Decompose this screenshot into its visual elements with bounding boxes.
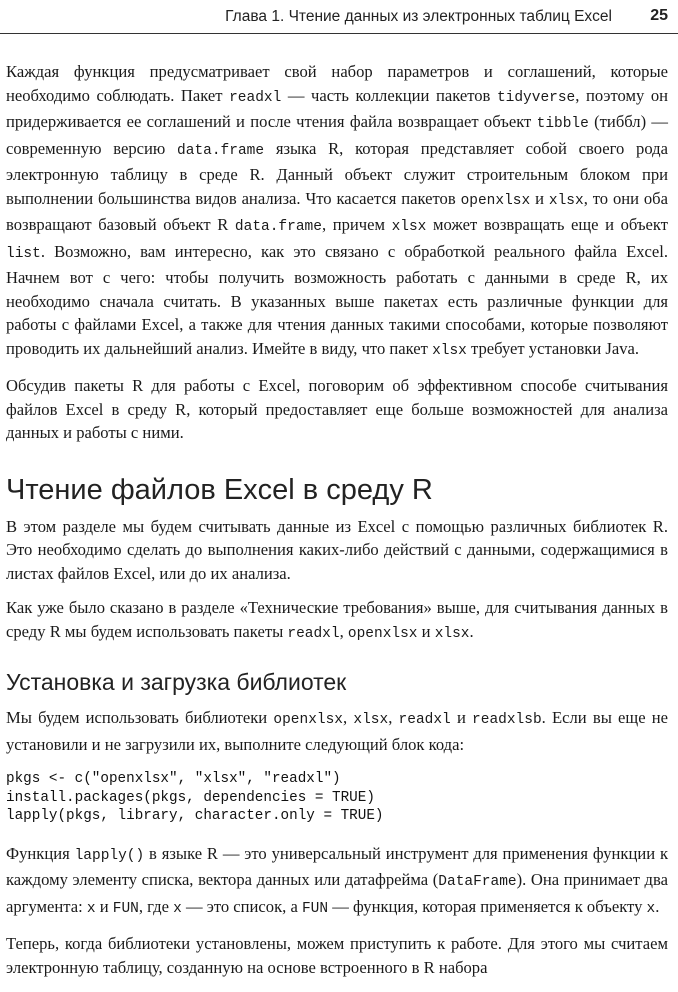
paragraph-next-step: Теперь, когда библиотеки установлены, можем приступить к работе. Для этого мы считаем электронную таблицу, созданную на основе встроенного в R набора bbox=[6, 934, 668, 977]
text-run: Мы будем использовать библиотеки bbox=[6, 708, 274, 727]
header-rule bbox=[0, 33, 678, 34]
code-inline: openxlsx bbox=[460, 192, 531, 209]
text-run: , bbox=[343, 708, 354, 727]
code-inline: xlsx bbox=[353, 712, 389, 728]
text-run: . bbox=[655, 896, 660, 916]
text-run: в языке R — это универсальный инструмент для применения функции к каждому элементу списка, вектора данных или датафрейма ( bbox=[6, 843, 669, 889]
code-inline: FUN bbox=[301, 900, 329, 917]
paragraph-install-intro bbox=[6, 706, 668, 756]
code-inline: readxl bbox=[398, 712, 451, 728]
text-run: языка R, которая представляет собой своего рода электронную таблицу в среде R. Данный объект служит строительным блоком при выполнении большинства видов анализа. Что касается пакетов bbox=[6, 138, 668, 208]
text-run: Каждая функция предусматривает свой набор параметров и соглашений, которые необходимо соблюдать. Пакет bbox=[6, 62, 668, 105]
paragraph-lapply bbox=[6, 842, 668, 922]
text-run: Как уже было сказано в разделе «Технические требования» выше, для считывания данных в среду R мы будем использовать пакеты bbox=[6, 598, 668, 641]
text-run: . Возможно, вам интересно, как это связано с обработкой реального файла Excel. Начнем вот с чего: чтобы получить возможность работать с данными в среде R, их необходимо сначала считать. В указанных выше пакетах есть различные функции для работы с файлами Excel, а также для чтения данных такими способами, которые позволяют проводить их дальнейший анализ. Имейте в виду, что пакет bbox=[6, 241, 668, 358]
text-run: , поэтому он придерживается ее соглашений и после чтения файла возвращает объект bbox=[6, 85, 669, 131]
text-run: Функция bbox=[6, 843, 75, 863]
page-number: 25 bbox=[650, 7, 668, 24]
running-header bbox=[0, 0, 678, 34]
code-block: pkgs <- c("openxlsx", "xlsx", "readxl") install.packages(pkgs, dependencies = TRUE) lapply(pkgs, library, character.only = TRUE) bbox=[6, 771, 384, 824]
code-inline: data.frame bbox=[234, 219, 322, 235]
text-run: ). Она принимает два аргумента: bbox=[6, 870, 668, 916]
text-run: . bbox=[469, 621, 474, 641]
subsection-heading: Установка и загрузка библиотек bbox=[6, 669, 347, 695]
text-run: , bbox=[339, 621, 348, 641]
page-content bbox=[6, 60, 668, 990]
text-run: , то они оба возвращают базовый объект R bbox=[6, 188, 668, 234]
text-run: . Если вы еще не установили и не загрузили их, выполните следующий блок кода: bbox=[6, 708, 669, 754]
code-inline: data.frame bbox=[177, 142, 265, 159]
text-run: и bbox=[95, 896, 113, 916]
chapter-title: Глава 1. Чтение данных из электронных таблиц Excel bbox=[225, 8, 612, 25]
code-inline: tidyverse bbox=[496, 89, 576, 106]
code-inline: list bbox=[6, 245, 41, 262]
text-run: , где bbox=[138, 896, 174, 916]
paragraph-packages-overview bbox=[6, 60, 668, 363]
code-inline: lapply() bbox=[74, 847, 145, 864]
text-run: может возвращать еще и объект bbox=[426, 215, 668, 234]
text-run: и bbox=[450, 708, 473, 727]
paragraph-transition: Обсудив пакеты R для работы с Excel, поговорим об эффективном способе считывания файлов Excel в среду R, который предоставляет еще больше возможностей для анализа данных и работы с ними. bbox=[6, 376, 668, 442]
text-run: , причем bbox=[321, 215, 392, 234]
code-inline: readxl bbox=[229, 89, 282, 106]
text-run: и bbox=[417, 621, 435, 641]
code-inline: FUN bbox=[112, 900, 139, 917]
code-inline: openxlsx bbox=[347, 625, 418, 642]
code-inline: xlsx bbox=[391, 219, 427, 235]
code-inline: xlsx bbox=[548, 192, 584, 209]
code-inline: x bbox=[173, 900, 182, 917]
code-inline: xlsx bbox=[432, 342, 467, 359]
code-inline: x bbox=[86, 900, 96, 917]
code-inline: DataFrame bbox=[438, 874, 517, 890]
code-inline: x bbox=[646, 900, 656, 917]
code-inline: readxlsb bbox=[472, 712, 542, 728]
code-inline: openxlsx bbox=[273, 712, 344, 728]
text-run: требует установки Java. bbox=[466, 338, 640, 358]
text-run: — функция, которая применяется к объекту bbox=[328, 896, 647, 916]
code-inline: readxl bbox=[287, 625, 340, 642]
paragraph-section-intro: В этом разделе мы будем считывать данные из Excel с помощью различных библиотек R. Это необходимо сделать до выполнения каких-либо действий с данными, содержащимися в листах файлов Excel, или до их анализа. bbox=[6, 516, 668, 583]
section-heading: Чтение файлов Excel в среду R bbox=[6, 473, 433, 506]
text-run: — это список, а bbox=[181, 896, 302, 916]
text-run: — часть коллекции пакетов bbox=[281, 85, 497, 105]
code-inline: xlsx bbox=[434, 625, 470, 642]
text-run: и bbox=[530, 188, 549, 208]
code-inline: tibble bbox=[536, 116, 589, 132]
text-run: (тиббл) — современную версию bbox=[6, 112, 669, 158]
text-run: , bbox=[388, 708, 399, 727]
paragraph-packages-used bbox=[6, 596, 668, 646]
